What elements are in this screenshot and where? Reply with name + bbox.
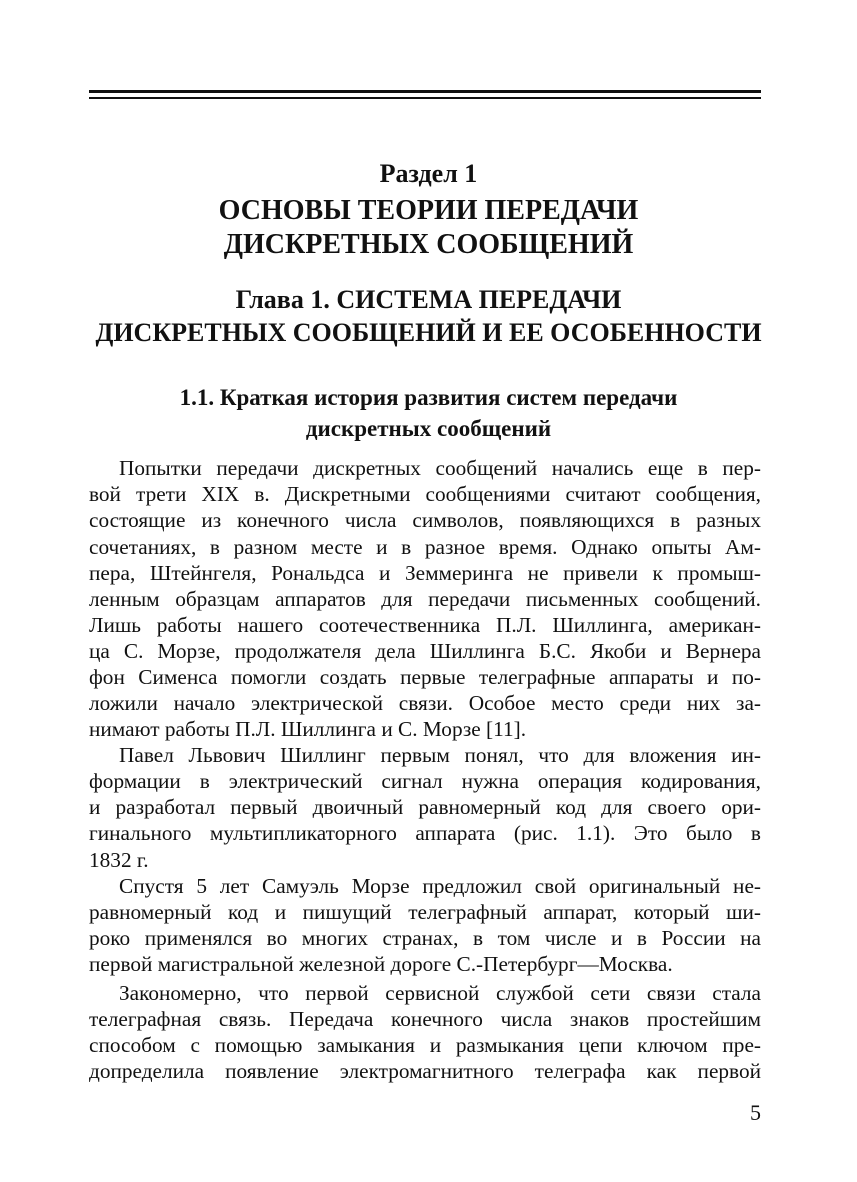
body-line: сочетаниях, в разном месте и в разное время. Однако опыты Ам- (89, 535, 761, 559)
body-line: роко применялся во многих странах, в том числе и в России на (89, 926, 761, 950)
body-line: ложили начало электрической связи. Особое место среди них за- (89, 691, 761, 715)
body-line: телеграфная связь. Передача конечного числа знаков простейшим (89, 1007, 761, 1031)
body-line: Лишь работы нашего соотечественника П.Л. Шиллинга, американ- (89, 613, 761, 637)
body-line: и разработал первый двоичный равномерный код для своего ори- (89, 795, 761, 819)
body-line: пера, Штейнгеля, Рональдса и Земмеринга не привели к промыш- (89, 561, 761, 585)
body-line: Спустя 5 лет Самуэль Морзе предложил свой оригинальный не- (119, 874, 761, 898)
body-line: нимают работы П.Л. Шиллинга и С. Морзе [11]. (89, 717, 527, 741)
part-title-line-2: ДИСКРЕТНЫХ СООБЩЕНИЙ (223, 229, 634, 260)
page-number: 5 (750, 1100, 761, 1125)
body-line: равномерный код и пишущий телеграфный аппарат, который ши- (89, 900, 761, 924)
body-line: состоящие из конечного числа символов, появляющихся в разных (89, 508, 761, 532)
body-line: формации в электрический сигнал нужна операция кодирования, (89, 769, 761, 793)
section-title-line-2: дискретных сообщений (305, 416, 552, 441)
chapter-title-line-2: ДИСКРЕТНЫХ СООБЩЕНИЙ И ЕЕ ОСОБЕННОСТИ (95, 318, 762, 347)
body-line: вой трети XIX в. Дискретными сообщениями считают сообщения, (89, 482, 761, 506)
body-line: гинального мультипликаторного аппарата (рис. 1.1). Это было в (89, 821, 761, 845)
body-line: ленным образцам аппаратов для передачи письменных сообщений. (89, 587, 761, 611)
header-rule-thick (89, 90, 761, 93)
part-title-line-1: ОСНОВЫ ТЕОРИИ ПЕРЕДАЧИ (218, 195, 639, 226)
chapter-title-line-1: Глава 1. СИСТЕМА ПЕРЕДАЧИ (235, 285, 622, 314)
body-line: 1832 г. (89, 848, 149, 872)
body-line: Павел Львович Шиллинг первым понял, что для вложения ин- (119, 743, 761, 767)
body-line: первой магистральной железной дороге С.-Петербург—Москва. (89, 952, 673, 976)
header-rule-thin (89, 97, 761, 99)
section-title-line-1: 1.1. Краткая история развития систем передачи (179, 385, 678, 410)
body-line: Попытки передачи дискретных сообщений начались еще в пер- (119, 456, 761, 480)
body-line: допределила появление электромагнитного телеграфа как первой (89, 1059, 761, 1083)
body-line: Закономерно, что первой сервисной службой сети связи стала (119, 981, 761, 1005)
body-line: способом с помощью замыкания и размыкания цепи ключом пре- (89, 1033, 761, 1057)
part-label: Раздел 1 (379, 159, 478, 188)
body-line: ца С. Морзе, продолжателя дела Шиллинга Б.С. Якоби и Вернера (89, 639, 761, 663)
body-line: фон Сименса помогли создать первые телеграфные аппараты и по- (89, 665, 761, 689)
